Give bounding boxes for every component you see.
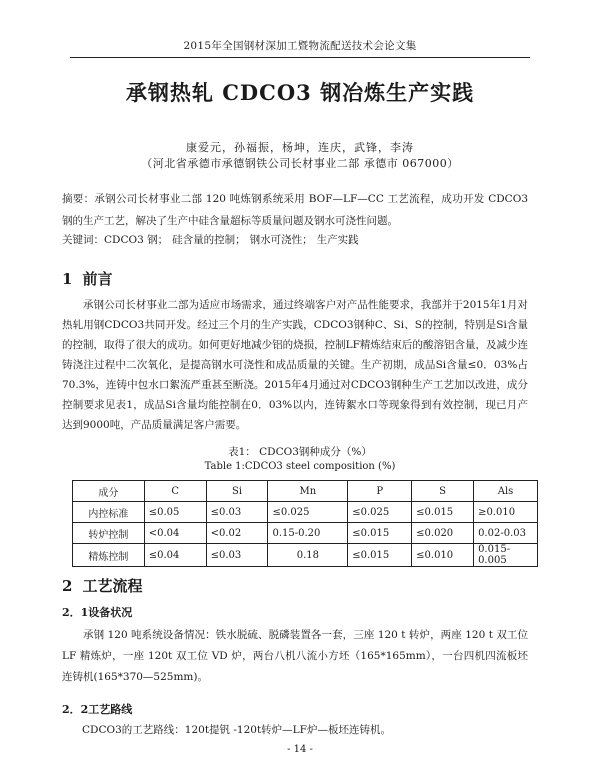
- table-row-label: 内控标准: [73, 502, 145, 523]
- table-row: [73, 523, 538, 544]
- running-header: 2015年全国钢材深加工暨物流配送技术会论文集: [70, 38, 530, 58]
- abstract-text: 承钢公司长材事业二部 120 吨炼钢系统采用 BOF—LF—CC 工艺流程，成功开发 CDCO3 钢的生产工艺，解决了生产中硅含量超标等质量问题及钢水可浇性问题。: [62, 193, 528, 227]
- table-header-cell: S: [412, 481, 474, 502]
- table-cell: <0.02: [206, 523, 268, 544]
- table-header-cell: P: [348, 481, 412, 502]
- table-cell: ≤0.05: [144, 502, 206, 523]
- page-number: - 14 -: [287, 744, 313, 755]
- section-1-heading: [62, 268, 112, 289]
- table-row: [73, 502, 538, 523]
- affiliation: （河北省承德市承德钢铁公司长材事业二部 承德市 067000）: [141, 157, 459, 170]
- table-cell: ≤0.015: [348, 544, 412, 567]
- section-1-paragraph: 承钢公司长材事业二部为适应市场需求，通过终端客户对产品性能要求，我部并于2015年1月对热轧用钢CDCO3共同开发。经过三个月的生产实践，CDCO3钢种C、Si、S的控制，特别是Si含量的控制，取得了很大的成功。如何更好地减少铝的烧损，控制LF精炼结束后的酸溶铝含量，及减少连铸浇注过程中二次氧化，是提高钢水可浇性和成品质量的关键。生产初期，成品Si含量≤0．03%占70.3%，连铸中包水口絮流严重甚至断浇。2015年4月通过对CDCO3钢种生产工艺加以改进，成分控制要求见表1，成品Si含量均能控制在0．03%以内，连铸絮水口等现象得到有效控制，现已月产达到9000吨，产品质量满足客户需要。: [62, 299, 528, 431]
- table-1-caption-cn: 表1： CDCO3钢种成分（%）: [228, 446, 372, 458]
- keyword-item: CDCO3 钢；: [104, 234, 169, 246]
- table-header-cell: Als: [474, 481, 538, 502]
- table-cell: 0.18: [268, 544, 348, 567]
- subsection-2-2-heading: 2．2工艺路线: [62, 703, 133, 716]
- table-cell: ≤0.020: [412, 523, 474, 544]
- table-row: [73, 544, 538, 567]
- abstract: [62, 188, 528, 232]
- keyword-item: 钢水可浇性；: [249, 234, 313, 246]
- table-header-cell: Si: [206, 481, 268, 502]
- section-2-title: 工艺流程: [82, 577, 143, 595]
- table-cell: ≤0.015: [412, 502, 474, 523]
- section-2-number: 2: [62, 577, 73, 595]
- section-1-number: 1: [62, 270, 73, 288]
- subsection-2-2-paragraph: CDCO3的工艺路线：120t提钒 -120t转炉—LF炉—板坯连铸机。: [82, 724, 391, 736]
- keyword-item: 硅含量的控制；: [172, 234, 246, 246]
- table-cell: ≤0.04: [144, 544, 206, 567]
- keywords-label: 关键词：: [62, 234, 104, 246]
- table-cell: ≤0.015: [348, 523, 412, 544]
- table-cell: ≤0.03: [206, 502, 268, 523]
- table-cell: 0.15-0.20: [268, 523, 348, 544]
- table-row-label: 转炉控制: [73, 523, 145, 544]
- table-1-caption-en: Table 1:CDCO3 steel composition (%): [204, 461, 396, 472]
- abstract-label: 摘要：: [62, 193, 95, 205]
- table-cell: 0.015-0.005: [474, 544, 538, 567]
- section-2-heading: [62, 575, 142, 596]
- table-cell: ≤0.025: [268, 502, 348, 523]
- paper-title: 承钢热轧 CDCO3 钢冶炼生产实践: [125, 80, 475, 105]
- table-cell: <0.04: [144, 523, 206, 544]
- section-1-title: 前言: [82, 270, 113, 288]
- table-header-cell: Mn: [268, 481, 348, 502]
- table-cell: 0.02-0.03: [474, 523, 538, 544]
- keyword-item: 生产实践: [316, 234, 359, 246]
- table-cell: ≤0.010: [412, 544, 474, 567]
- author-list: 康爱元，孙福振，杨坤，连庆，武锋，李涛: [186, 141, 414, 154]
- subsection-2-1-paragraph: 承钢 120 吨系统设备情况：铁水脱硫、脱磷装置各一套，三座 120 t 转炉，两座 120 t 双工位 LF 精炼炉，一座 120t 双工位 VD 炉，两台八机八流小方坯（165*165mm），一台四机四流板坯连铸机(165*370—525mm)。: [62, 629, 528, 683]
- composition-table: [72, 480, 538, 567]
- subsection-2-1-heading: 2．1设备状况: [62, 606, 133, 619]
- table-cell: ≤0.025: [348, 502, 412, 523]
- table-row-label: 精炼控制: [73, 544, 145, 567]
- table-header-row: [73, 481, 538, 502]
- table-cell: ≤0.03: [206, 544, 268, 567]
- keywords: [62, 232, 528, 247]
- table-header-cell: C: [144, 481, 206, 502]
- table-cell: ≥0.010: [474, 502, 538, 523]
- table-header-cell: 成分: [73, 481, 145, 502]
